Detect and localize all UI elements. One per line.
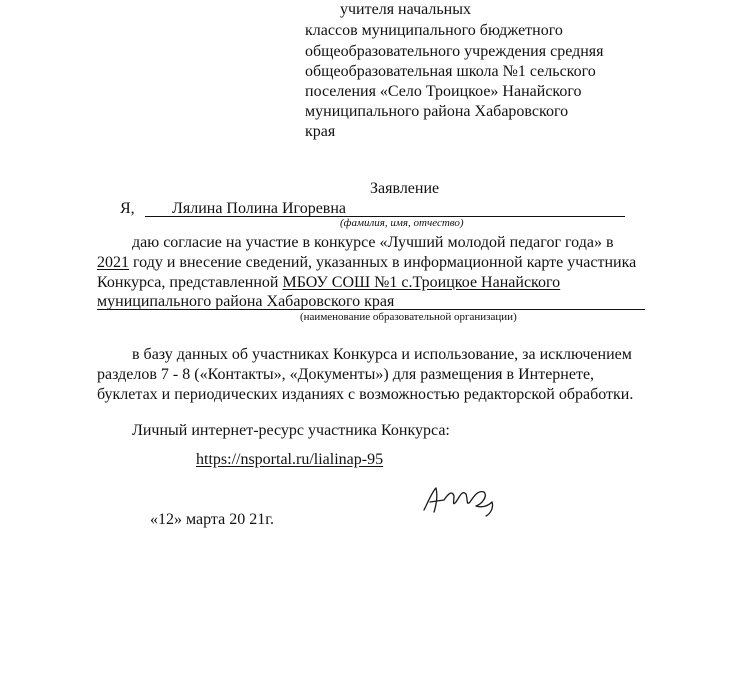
header-line-2: классов муниципального бюджетного xyxy=(305,22,563,39)
body2-line-2: разделов 7 - 8 («Контакты», «Документы») для размещения в Интернете, xyxy=(97,366,595,383)
body1-line-3-prefix: Конкурса, представленной xyxy=(97,274,283,291)
organization-name-part1: МБОУ СОШ №1 с.Троицкое Нанайского xyxy=(282,274,561,291)
organization-name-part2: муниципального района Хабаровского края xyxy=(97,293,395,310)
organization-underline xyxy=(97,309,645,310)
document-title: Заявление xyxy=(370,180,440,197)
document-date: «12» марта 20 21г. xyxy=(150,511,274,528)
body1-line-2-rest: году и внесение сведений, указанных в информационной карте участника xyxy=(129,254,637,271)
body1-line-2 xyxy=(97,253,636,272)
resource-label: Личный интернет-ресурс участника Конкурса: xyxy=(132,422,450,439)
applicant-caption: (фамилия, имя, отчество) xyxy=(340,217,464,229)
body2-line-1: в базу данных об участниках Конкурса и использование, за исключением xyxy=(132,346,632,363)
header-line-3: общеобразовательного учреждения средняя xyxy=(305,43,604,60)
body2-line-3: буклетах и периодических изданиях с возможностью редакторской обработки. xyxy=(97,386,634,403)
applicant-name: Лялина Полина Игоревна xyxy=(172,200,347,217)
resource-url-link[interactable]: https://nsportal.ru/lialinap-95 xyxy=(196,451,384,468)
applicant-prefix: Я, xyxy=(120,200,135,217)
header-line-6: муниципального района Хабаровского xyxy=(305,103,569,120)
signature-image xyxy=(418,480,508,520)
header-line-4: общеобразовательная школа №1 сельского xyxy=(305,63,596,80)
header-line-7: края xyxy=(305,123,336,140)
body1-line-1: даю согласие на участие в конкурсе «Лучший молодой педагог года» в xyxy=(132,234,614,251)
year-value: 2021 xyxy=(97,254,129,271)
body1-line-3 xyxy=(97,273,560,292)
header-line-5: поселения «Село Троицкое» Нанайского xyxy=(305,83,582,100)
header-line-1: учителя начальных xyxy=(340,1,471,18)
organization-caption: (наименование образовательной организации) xyxy=(300,311,517,323)
